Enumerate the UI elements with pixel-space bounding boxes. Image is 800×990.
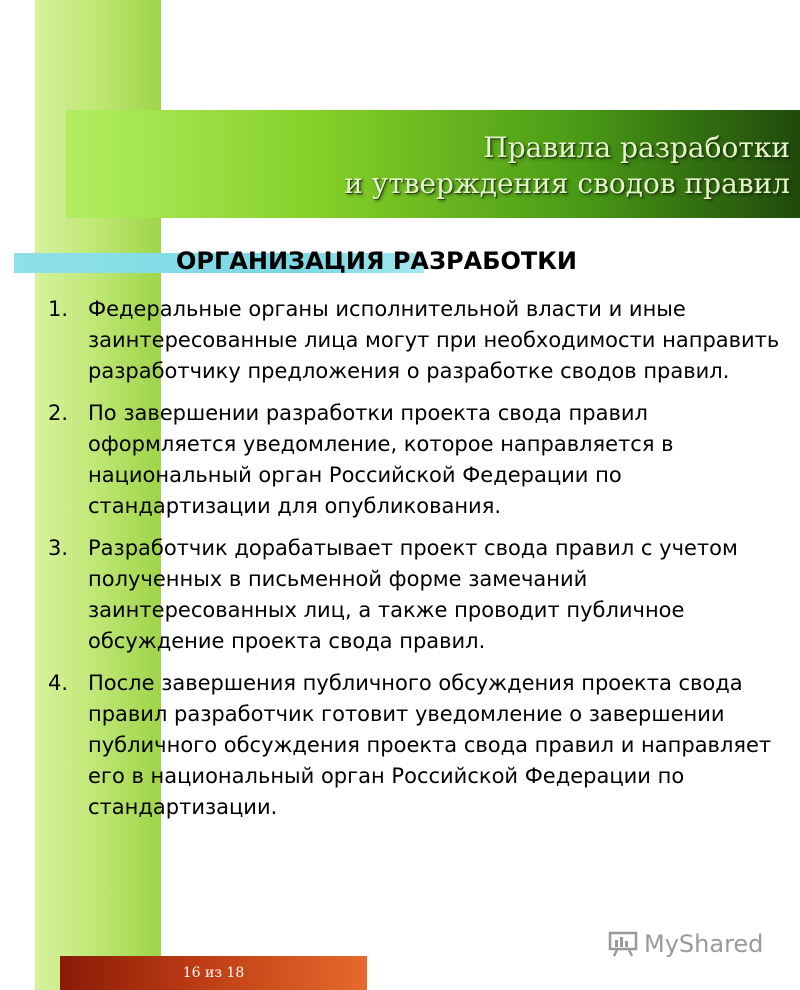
list-item-text: Федеральные органы исполнительной власти и иные заинтересованные лица могут при необходимости направить разработчику предложения о разработке сводов правил. (88, 297, 780, 383)
list-item-number: 3. (48, 536, 69, 560)
list-item-text: По завершении разработки проекта свода правил оформляется уведомление, которое направляется в национальный орган Российской Федерации по стандартизации для опубликования. (88, 401, 674, 518)
list-item-text: После завершения публичного обсуждения проекта свода правил разработчик готовит уведомление о завершении публичного обсуждения проекта свода правил и направляет его в национальный орган Российской Федерации по стандартизации. (88, 671, 772, 819)
list-item-number: 1. (48, 297, 69, 321)
title-banner (66, 110, 800, 218)
list-item-number: 4. (48, 671, 69, 695)
page-indicator: 16 из 18 (182, 965, 245, 981)
myshared-logo[interactable] (608, 930, 763, 958)
section-heading: ОРГАНИЗАЦИЯ РАЗРАБОТКИ (176, 247, 577, 275)
slide-title-line-1: Правила разработки (483, 131, 790, 164)
slide-title (344, 130, 790, 202)
presentation-board-icon (608, 931, 638, 957)
rules-list (48, 294, 788, 834)
list-item (48, 533, 788, 657)
footer-bar (60, 956, 367, 990)
list-item (48, 398, 788, 522)
logo-text: MyShared (644, 930, 764, 958)
list-item-text: Разработчик дорабатывает проект свода правил с учетом полученных в письменной форме замечаний заинтересованных лиц, а также проводит публичное обсуждение проекта свода правил. (88, 536, 738, 653)
list-item (48, 294, 788, 387)
list-item-number: 2. (48, 401, 69, 425)
slide-title-line-2: и утверждения сводов правил (344, 167, 790, 200)
list-item (48, 668, 788, 823)
